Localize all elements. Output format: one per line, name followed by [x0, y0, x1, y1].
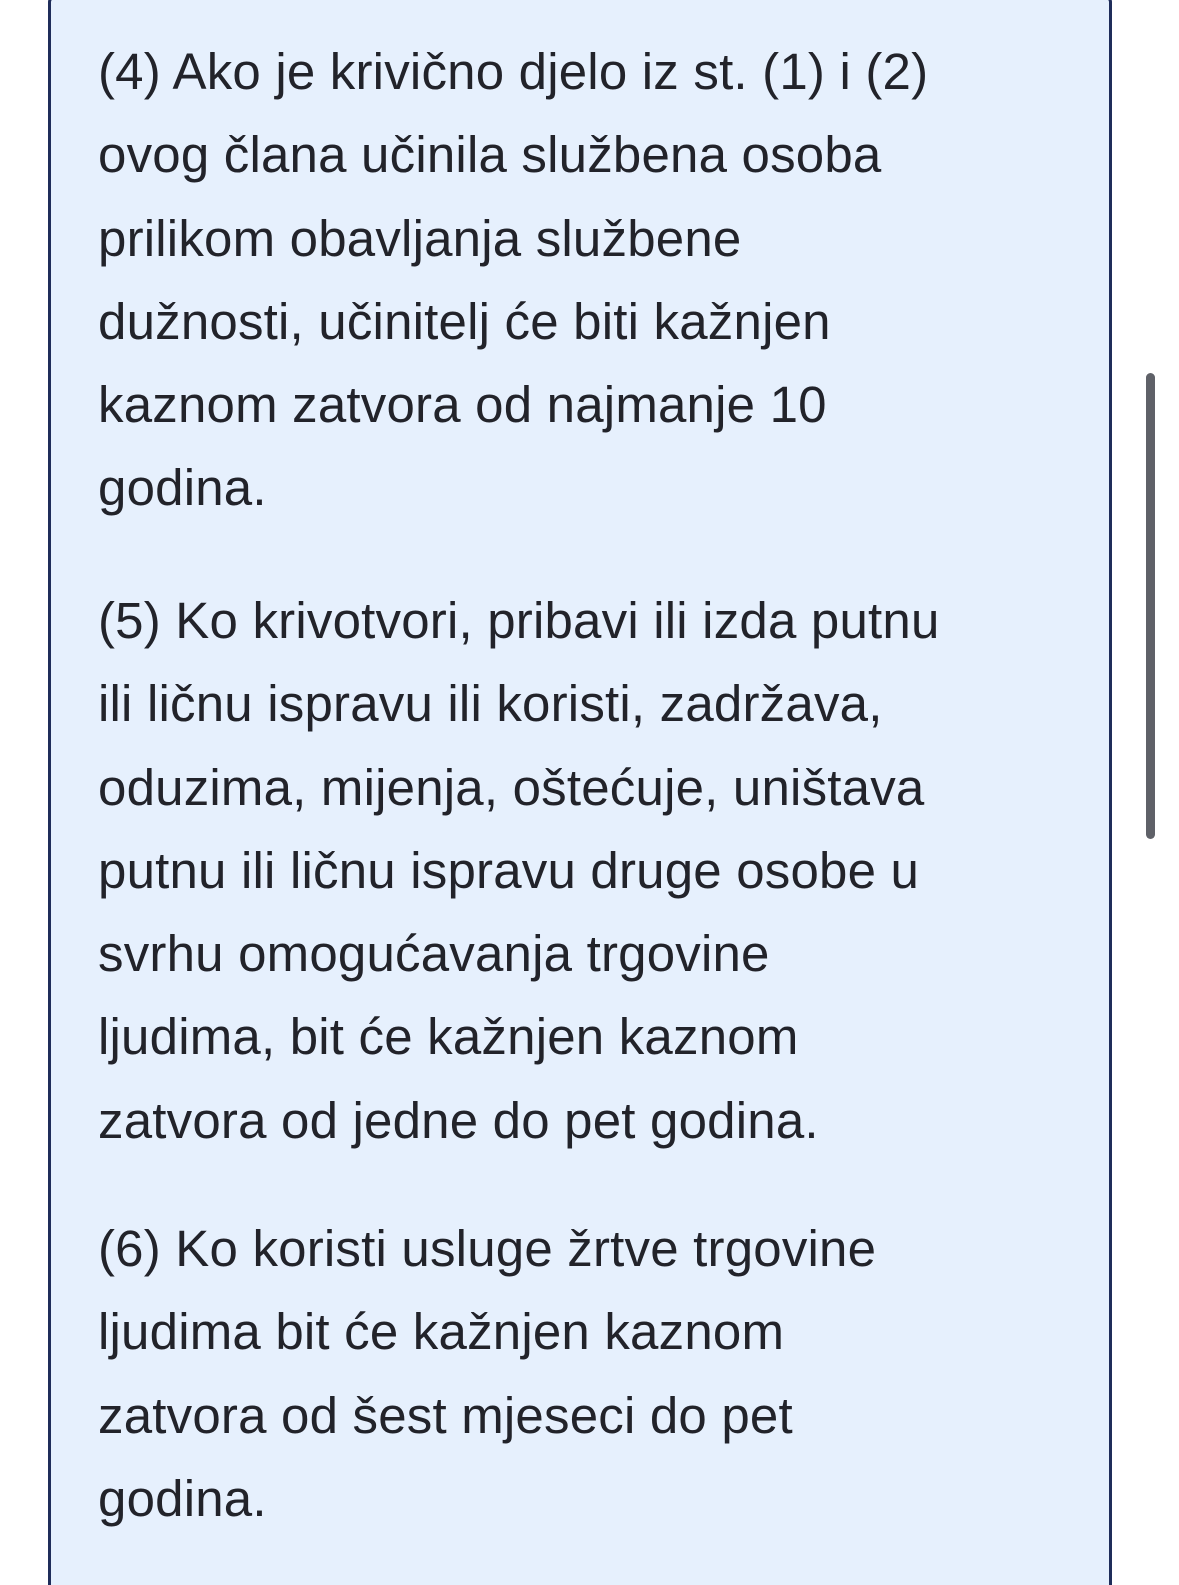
paragraph-6: (6) Ko koristi usluge žrtve trgovine ljudima bit će kažnjen kaznom zatvora od šest mjeseci do pet godina. [98, 1220, 877, 1527]
paragraph-5: (5) Ko krivotvori, pribavi ili izda putnu ili ličnu ispravu ili koristi, zadržava, oduzima, mijenja, oštećuje, uništava putnu ili ličnu ispravu druge osobe u svrhu omogućavanja trgovine ljudima, bit će kažnjen kaznom zatvora od jedne do pet godina. [98, 592, 940, 1149]
scrollbar-thumb[interactable] [1146, 373, 1155, 839]
paragraph-4: (4) Ako je krivično djelo iz st. (1) i (2) ovog člana učinila službena osoba prilikom obavljanja službene dužnosti, učinitelj će biti kažnjen kaznom zatvora od najmanje 10 godina. [98, 43, 929, 517]
